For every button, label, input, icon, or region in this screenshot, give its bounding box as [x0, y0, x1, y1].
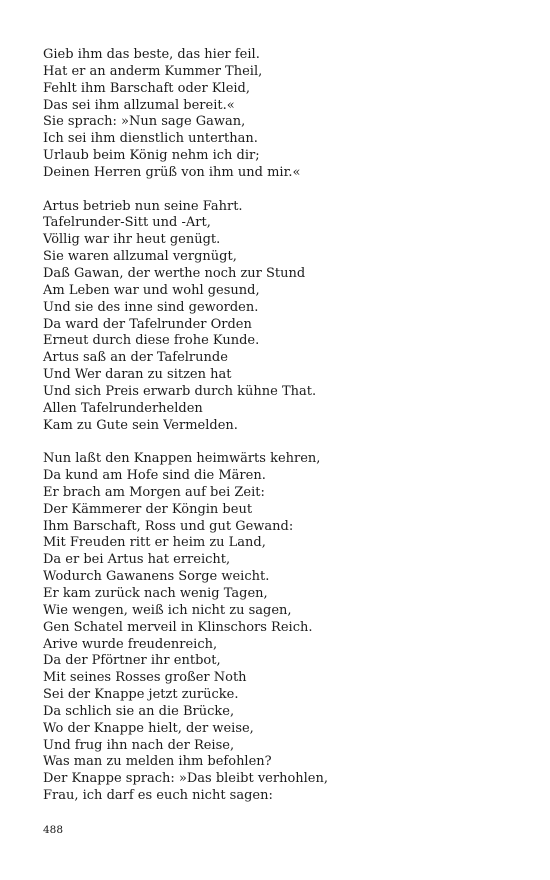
verse-line: Da ward der Tafelrunder Orden [43, 316, 252, 332]
verse-line: Da kund am Hofe sind die Mären. [43, 468, 266, 484]
verse-line: Artus betrieb nun seine Fahrt. [43, 198, 243, 214]
verse-line: Und frug ihn nach der Reise, [43, 737, 235, 753]
verse-line: Tafelrunder-Sitt und -Art, [43, 215, 211, 231]
verse-line: Und sich Preis erwarb durch kühne That. [43, 383, 317, 399]
verse-line: Nun laßt den Knappen heimwärts kehren, [43, 451, 321, 467]
verse-line: Wodurch Gawanens Sorge weicht. [43, 569, 270, 585]
verse-line: Er brach am Morgen auf bei Zeit: [43, 484, 265, 500]
verse-line: Der Knappe sprach: »Das bleibt verhohlen, [43, 771, 329, 787]
verse-line: Da der Pförtner ihr entbot, [43, 653, 221, 669]
verse-line: Das sei ihm allzumal bereit.« [43, 97, 235, 113]
verse-line: Mit seines Rosses großer Noth [43, 670, 247, 686]
verse-line: Ihm Barschaft, Ross und gut Gewand: [43, 518, 294, 534]
verse-line: Fehlt ihm Barschaft oder Kleid, [43, 80, 251, 96]
stanza-2 [43, 199, 523, 435]
verse-line: Sei der Knappe jetzt zurücke. [43, 687, 239, 703]
stanza-3 [43, 451, 523, 805]
verse-line: Hat er an anderm Kummer Theil, [43, 63, 263, 79]
verse-line: Er kam zurück nach wenig Tagen, [43, 586, 268, 601]
verse-line: Arive wurde freudenreich, [43, 636, 218, 652]
verse-line: Artus saß an der Tafelrunde [43, 350, 228, 366]
verse-line: Der Kämmerer der Köngin beut [43, 501, 253, 517]
verse-line: Deinen Herren grüß von ihm und mir.« [43, 164, 301, 180]
verse-line: Gen Schatel merveil in Klinschors Reich. [43, 619, 313, 635]
verse-line: Da er bei Artus hat erreicht, [43, 552, 231, 568]
verse-line: Und sie des inne sind geworden. [43, 299, 259, 315]
verse-line: Allen Tafelrunderhelden [43, 400, 203, 416]
verse-line: Da schlich sie an die Brücke, [43, 703, 235, 719]
verse-line: Daß Gawan, der werthe noch zur Stund [43, 265, 306, 281]
verse-line: Sie sprach: »Nun sage Gawan, [43, 114, 246, 130]
page-number: 488 [43, 824, 64, 836]
verse-line: Urlaub beim König nehm ich dir; [43, 148, 260, 164]
verse-line: Frau, ich darf es euch nicht sagen: [43, 788, 273, 804]
verse-line: Sie waren allzumal vergnügt, [43, 249, 237, 265]
verse-line: Was man zu melden ihm befohlen? [43, 754, 272, 770]
verse-line: Am Leben war und wohl gesund, [43, 282, 260, 298]
verse-line: Wie wengen, weiß ich nicht zu sagen, [43, 602, 292, 618]
verse-line: Kam zu Gute sein Vermelden. [43, 417, 238, 433]
stanza-1 [43, 47, 523, 182]
verse-line: Gieb ihm das beste, das hier feil. [43, 47, 260, 62]
verse-line: Und Wer daran zu sitzen hat [43, 367, 232, 383]
verse-line: Völlig war ihr heut genügt. [43, 232, 221, 248]
verse-line: Wo der Knappe hielt, der weise, [43, 720, 254, 736]
verse-line: Erneut durch diese frohe Kunde. [43, 333, 260, 349]
poem-text [43, 47, 523, 805]
verse-line: Ich sei ihm dienstlich unterthan. [43, 131, 258, 147]
verse-line: Mit Freuden ritt er heim zu Land, [43, 535, 266, 551]
